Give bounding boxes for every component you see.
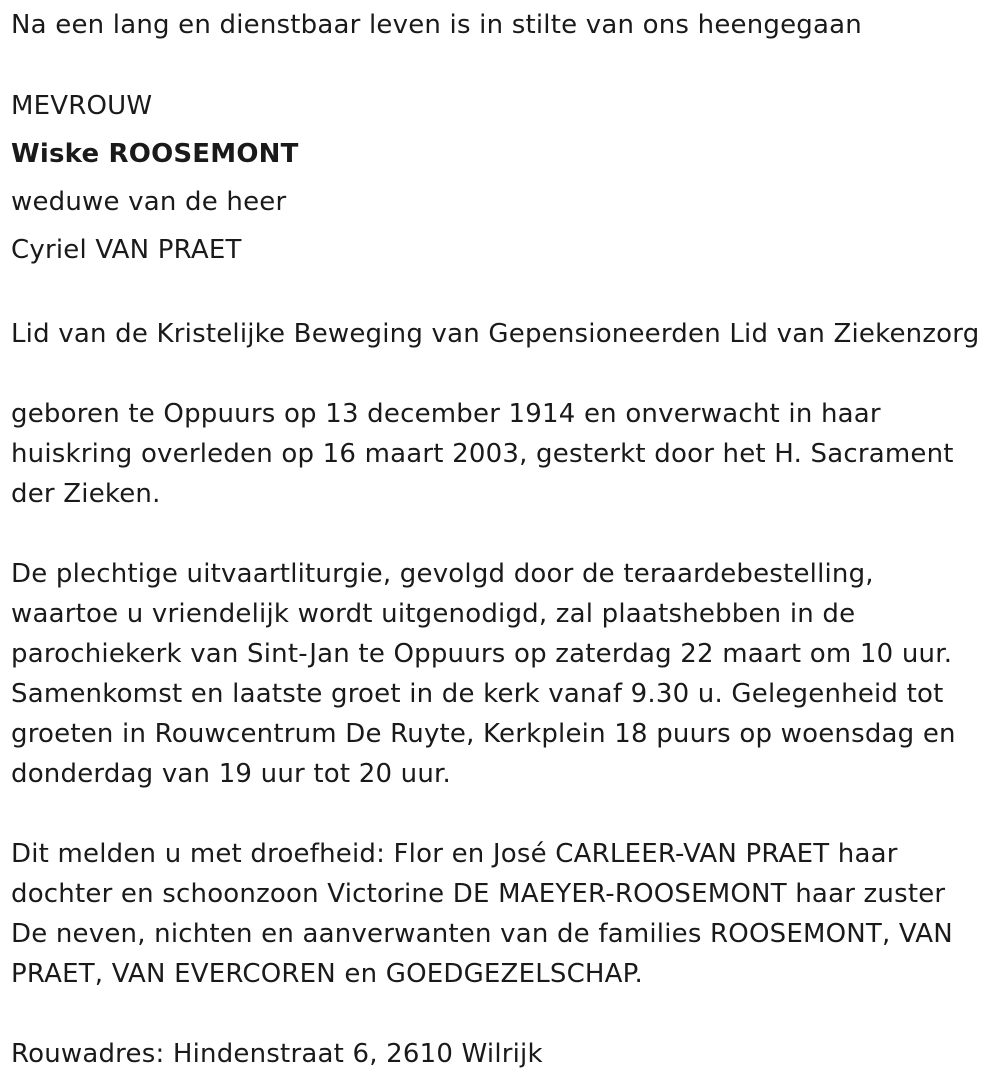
paragraph-line: donderdag van 19 uur tot 20 uur. — [11, 759, 451, 789]
title-text: MEVROUW — [11, 91, 153, 121]
paragraph-line: PRAET, VAN EVERCOREN en GOEDGEZELSCHAP. — [11, 959, 643, 989]
spouse-name: Cyriel VAN PRAET — [11, 235, 242, 265]
paragraph-line: groeten in Rouwcentrum De Ruyte, Kerkplein 18 puurs op woensdag en — [11, 719, 956, 749]
paragraph-line: dochter en schoonzoon Victorine DE MAEYER-ROOSEMONT haar zuster — [11, 879, 946, 909]
spacer — [11, 45, 986, 82]
spacer — [11, 994, 986, 1034]
membership-text: Lid van de Kristelijke Beweging van Gepensioneerden Lid van Ziekenzorg — [11, 319, 980, 349]
intro-text: Na een lang en dienstbaar leven is in stilte van ons heengegaan — [11, 10, 862, 40]
relation-text: weduwe van de heer — [11, 187, 287, 217]
spacer — [11, 274, 986, 314]
paragraph-line: huiskring overleden op 16 maart 2003, gesterkt door het H. Sacrament — [11, 439, 954, 469]
paragraph-line: De plechtige uitvaartliturgie, gevolgd door de teraardebestelling, — [11, 559, 874, 589]
spacer — [11, 794, 986, 834]
paragraph-line: der Zieken. — [11, 479, 161, 509]
paragraph-line: Dit melden u met droefheid: Flor en José CARLEER-VAN PRAET haar — [11, 839, 898, 869]
deceased-name: Wiske ROOSEMONT — [11, 139, 299, 169]
obituary-notice — [11, 5, 986, 1074]
mourning-address: Rouwadres: Hindenstraat 6, 2610 Wilrijk — [11, 1039, 543, 1069]
paragraph-line: parochiekerk van Sint-Jan te Oppuurs op zaterdag 22 maart om 10 uur. — [11, 639, 953, 669]
spacer — [11, 354, 986, 394]
spacer — [11, 514, 986, 554]
paragraph-line: Samenkomst en laatste groet in de kerk vanaf 9.30 u. Gelegenheid tot — [11, 679, 944, 709]
paragraph-line: De neven, nichten en aanverwanten van de families ROOSEMONT, VAN — [11, 919, 953, 949]
paragraph-line: geboren te Oppuurs op 13 december 1914 en onverwacht in haar — [11, 399, 881, 429]
name-block — [11, 82, 986, 274]
birth-death-paragraph — [11, 394, 986, 514]
funeral-paragraph — [11, 554, 986, 794]
family-paragraph — [11, 834, 986, 994]
paragraph-line: waartoe u vriendelijk wordt uitgenodigd, zal plaatshebben in de — [11, 599, 856, 629]
